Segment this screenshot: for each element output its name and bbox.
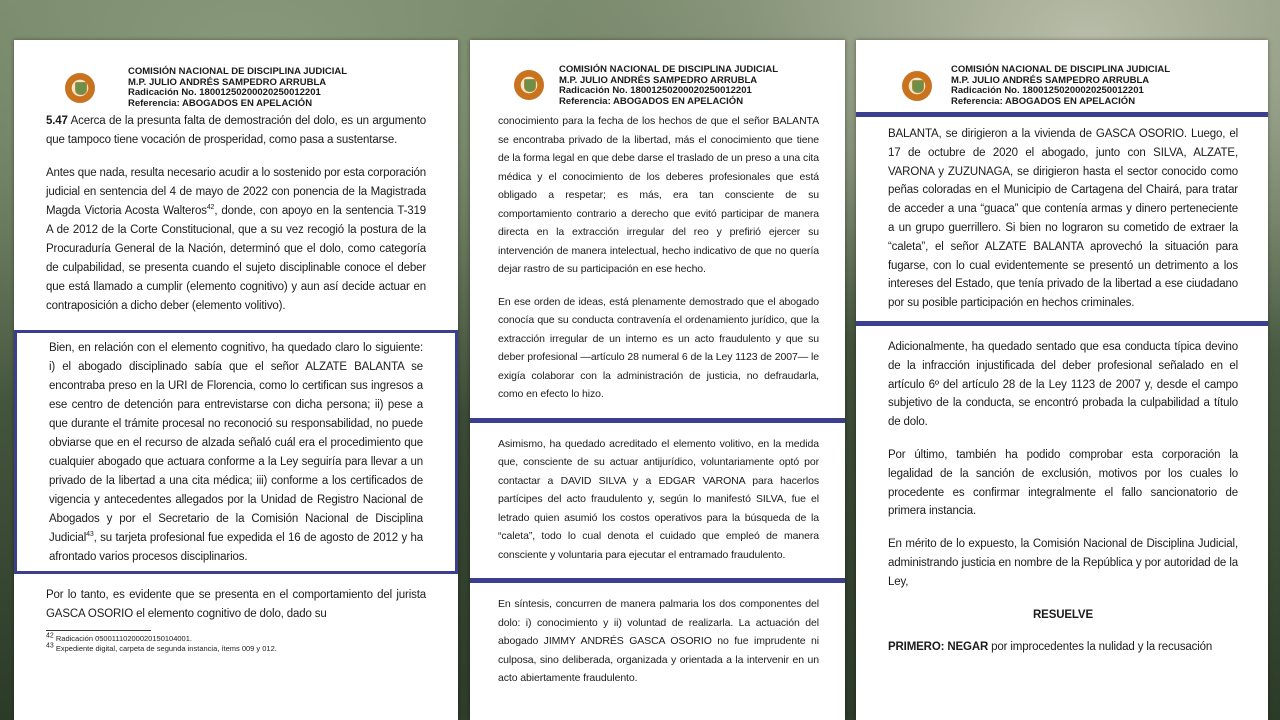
page-header [128,67,347,109]
footnote-ref: 42 [206,204,215,212]
judicial-seal-logo [902,71,932,101]
footnote-divider [46,630,151,631]
header-referencia: Referencia: ABOGADOS EN APELACIÓN [128,97,313,109]
judicial-seal-logo [514,70,544,100]
header-institution: COMISIÓN NACIONAL DE DISCIPLINA JUDICIAL [128,66,348,77]
paragraph-additionally: Adicionalmente, ha quedado sentado que esa conducta típica devino de la infracción injustificada del deber profesional señalado en el artículo 6º del artículo 28 de la Ley 1123 de 2007 y, desde el campo subjetivo de la conducta, se encontró probada la culpabilidad a título de dolo. [888,340,1238,429]
paragraph-text: Acerca de la presunta falta de demostración del dolo, es un argumento que tampoco tiene vocación de prosperidad, como pasa a sustentarse. [46,115,426,146]
header-radicacion: Radicación No. 18001250200020250012201 [128,87,321,98]
paragraph-text: Antes que nada, resulta necesario acudir a lo sostenido por esta corporación judicial en sentencia del 4 de mayo de 2022 con ponencia de la Magistrada Magda Victoria Acosta Walteros [46,167,426,217]
paragraph-first-resolution [888,638,1238,657]
highlight-bar [470,578,845,583]
section-number: 5.47 [46,115,68,127]
highlight-box [14,330,458,574]
header-magistrate: M.P. JULIO ANDRÉS SAMPEDRO ARRUBLA [559,74,758,86]
header-radicacion: Radicación No. 18001250200020250012201 [951,85,1144,96]
paragraph-synthesis: En síntesis, concurren de manera palmaria los dos componentes del dolo: i) conocimiento y ii) voluntad de realizarla. La actuación del abogado JIMMY ANDRÉS GASCA OSORIO no fue imprudente ni culposa, sino deliberada, organizada y orientada a la intervenir en un acto abiertamente fraudulento. [498,598,819,684]
footnote-text: Radicación 05001110200020150104001. [53,634,192,643]
paragraph-merit: En mérito de lo expuesto, la Comisión Nacional de Disciplina Judicial, administrando justicia en nombre de la República y por autoridad de la Ley, [888,538,1238,588]
paragraph-cognitive-element [49,339,423,567]
header-magistrate: M.P. JULIO ANDRÉS SAMPEDRO ARRUBLA [951,74,1150,86]
resolves-heading: RESUELVE [1033,608,1093,621]
judicial-seal-logo [65,73,95,103]
header-referencia: Referencia: ABOGADOS EN APELACIÓN [559,95,744,107]
header-institution: COMISIÓN NACIONAL DE DISCIPLINA JUDICIAL [951,64,1171,75]
footnote-ref: 43 [86,531,94,539]
footnote-number: 43 [46,642,54,650]
paragraph-finally: Por último, también ha podido comprobar esta corporación la legalidad de la sanción de exclusión, motivos por los cuales lo procedente es confirmar integralmente el fallo sancionatorio de primera instancia. [888,448,1238,518]
document-page-3 [856,40,1268,720]
footnote-number: 42 [46,632,54,640]
highlight-bar [856,112,1268,117]
paragraph-demonstrated: En ese orden de ideas, está plenamente demostrado que el abogado conocía que su conducta contravenía el ordenamiento jurídico, que la extracción irregular de un interno es un acto fraudulento y que su deber profesional —artículo 28 numeral 6 de la Ley 1123 de 2007— le exigía colaborar con la administración de justicia, no defraudarla, como en efecto lo hizo. [498,295,819,400]
highlight-bar [470,418,845,423]
page-header [559,65,778,107]
paragraph-knowledge: conocimiento para la fecha de los hechos de que el señor BALANTA se encontraba privado de la libertad, más el conocimiento que tiene de la forma legal en que debe darse el traslado de un preso a una cita médica y el conocimiento de los deberes profesionales que está obligado a respetar; es más, era tan consciente de su comportamiento contrario a derecho que evitó participar de manera directa en la extracción irregular del reo y prefirió ejercer su intervención de manera intelectual, hecho indicativo de que no quería dejar rastro de su participación en ese hecho. [498,115,819,275]
highlight-bar [856,321,1268,326]
page-header [951,65,1170,107]
footnote-42 [46,634,458,644]
document-page-2 [470,40,845,720]
header-institution: COMISIÓN NACIONAL DE DISCIPLINA JUDICIAL [559,64,779,75]
resolution-label: PRIMERO: NEGAR [888,641,989,654]
paragraph-escape-events: BALANTA, se dirigieron a la vivienda de GASCA OSORIO. Luego, el 17 de octubre de 2020 el abogado, junto con SILVA, ALZATE, VARONA y ZUZUNAGA, se dirigieron hasta el sector conocido como peñas coloradas en el Municipio de Cartagena del Chairá, para tratar de acceder a una “guaca” que contenía armas y dinero perteneciente a un grupo guerrillero. Si bien no lograron su cometido de extraer la “caleta”, el señor ALZATE BALANTA aprovechó la situación para fugarse, con lo cual evidentemente se presentó un detrimento a los intereses del Estado, que tenía privado de la libertad a ese ciudadano por su posible participación en hechos criminales. [888,128,1238,310]
header-radicacion: Radicación No. 18001250200020250012201 [559,85,752,96]
document-page-1 [14,40,458,720]
header-magistrate: M.P. JULIO ANDRÉS SAMPEDRO ARRUBLA [128,76,327,88]
footnote-43 [46,644,458,654]
paragraph-text: por improcedentes la nulidad y la recusación [988,641,1213,654]
paragraph-text: , donde, con apoyo en la sentencia T-319 A de 2012 de la Corte Constitucional, que a su vez recogió la postura de la Procuraduría General de la Nación, determinó que el dolo, como categoría de culpabilidad, se presenta cuando el sujeto disciplinable conoce el deber que está llamado a cumplir (elemento cognitivo) y aun así decide actuar en contraposición a dicho deber (elemento volitivo). [46,205,426,312]
paragraph-volitive-element: Asimismo, ha quedado acreditado el elemento volitivo, en la medida que, consciente de su actuar antijurídico, voluntariamente optó por contactar a DAVID SILVA y a EDGAR VARONA para hacerlos partícipes del acto fraudulento y, según lo manifestó SILVA, fue el letrado quien asumió los costos operativos para la búsqueda de la “caleta”, todo lo cual denota el cuidado que empleó de manera consciente y voluntaria para ejecutar el entramado fraudulento. [498,437,819,561]
paragraph-text: Bien, en relación con el elemento cognitivo, ha quedado claro lo siguiente: i) el abogado disciplinado sabía que el señor ALZATE BALANTA se encontraba preso en la URI de Florencia, como lo certifican sus ingresos a ese centro de detención para entrevistarse con dicha persona; ii) pese a que durante el trámite procesal no reconoció su responsabilidad, no puede obviarse que en el recurso de alzada señaló cuál era el procedimiento que cualquier abogado que actuara conforme a la Ley seguiría para llevar a un privado de la libertad a una cita médica; iii) conforme a los certificados de vigencia y antecedentes allegados por la Unidad de Registro Nacional de Abogados y por el Secretario de la Comisión Nacional de Disciplina Judicial [49,342,423,544]
footnote-text: Expediente digital, carpeta de segunda instancia, ítems 009 y 012. [53,644,277,653]
paragraph-5-47 [46,112,426,150]
header-referencia: Referencia: ABOGADOS EN APELACIÓN [951,95,1136,107]
paragraph-conclusion: Por lo tanto, es evidente que se presenta en el comportamiento del jurista GASCA OSORIO el elemento cognitivo de dolo, dado su [46,589,426,620]
paragraph-precedent [46,164,426,316]
paragraph-text: , su tarjeta profesional fue expedida el 16 de agosto de 2012 y ha afrontado varios procesos disciplinarios. [49,532,423,563]
